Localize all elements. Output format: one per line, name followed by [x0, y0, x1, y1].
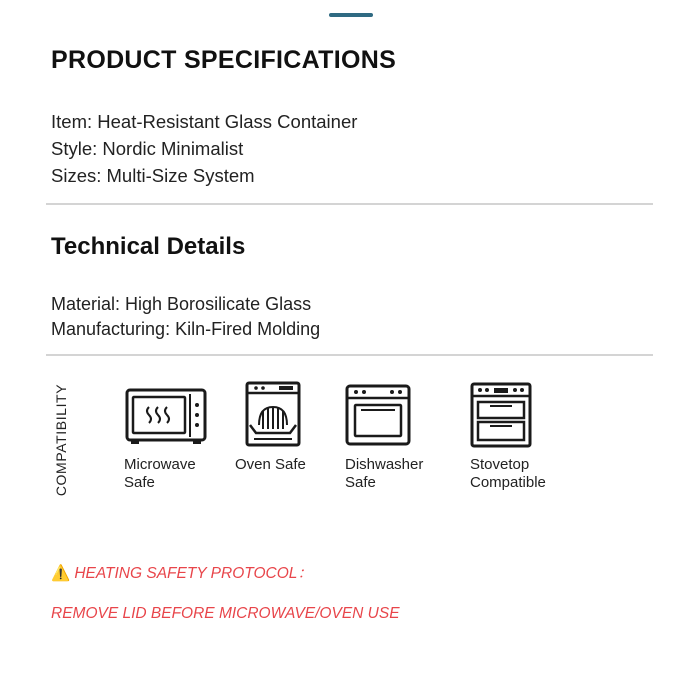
spec-sizes: Sizes: Multi-Size System: [51, 165, 255, 186]
spec-style: Style: Nordic Minimalist: [51, 138, 244, 159]
safety-instruction: REMOVE LID BEFORE MICROWAVE/OVEN USE: [51, 605, 400, 622]
compatibility-label: COMPATIBILITY: [53, 383, 69, 497]
technical-details-heading: Technical Details: [51, 233, 246, 260]
compat-caption-stovetop: Stovetop Compatible: [470, 456, 546, 491]
divider: [46, 354, 653, 356]
safety-protocol-heading: ⚠️ HEATING SAFETY PROTOCOL：: [51, 565, 313, 582]
top-accent-bar: [329, 13, 373, 17]
compat-caption-microwave: Microwave Safe: [124, 456, 196, 491]
microwave-icon: [125, 388, 207, 446]
divider: [46, 203, 653, 205]
warning-icon: ⚠️: [51, 565, 71, 582]
stove-icon: [470, 382, 532, 448]
oven-icon: [345, 384, 411, 446]
detail-manufacturing: Manufacturing: Kiln-Fired Molding: [51, 319, 321, 339]
dishwasher-rack-icon: [244, 381, 302, 447]
spec-item: Item: Heat-Resistant Glass Container: [51, 111, 358, 132]
detail-material: Material: High Borosilicate Glass: [51, 294, 312, 314]
spec-list: [51, 108, 357, 189]
page-title: PRODUCT SPECIFICATIONS: [51, 46, 397, 74]
compat-caption-oven: Oven Safe: [235, 456, 306, 473]
compat-caption-dishwasher: Dishwasher Safe: [345, 456, 424, 491]
technical-details-list: [51, 292, 320, 342]
